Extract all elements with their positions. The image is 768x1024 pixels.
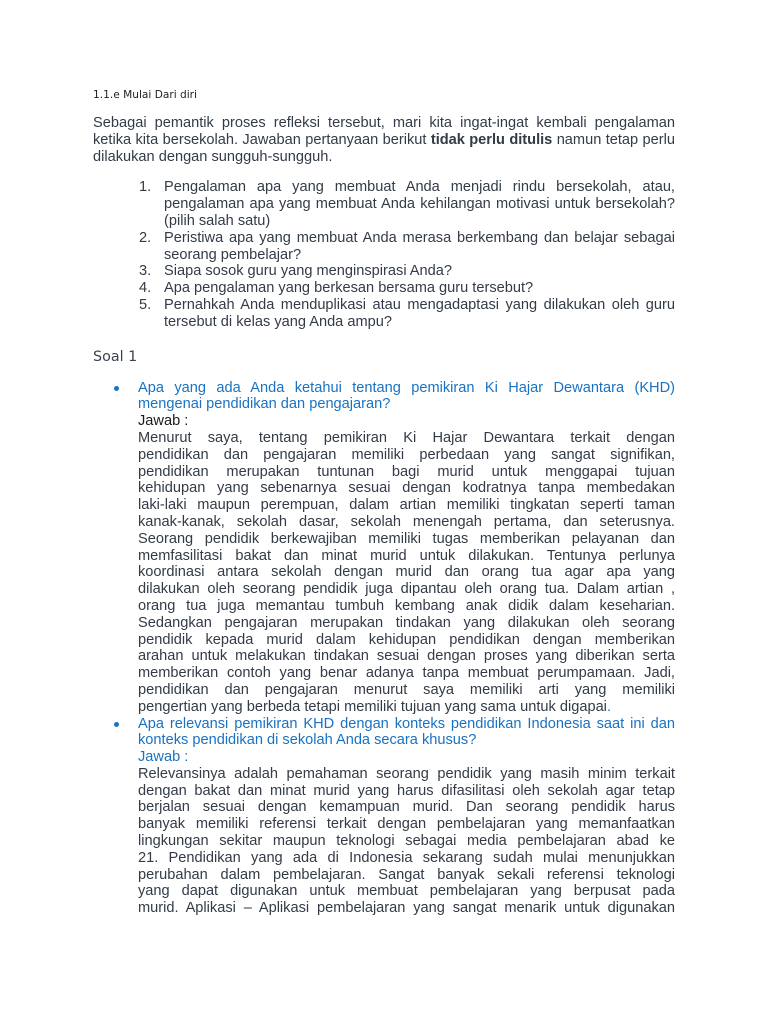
- list-item: [93, 297, 675, 331]
- intro-bold-text: tidak perlu ditulis: [430, 131, 553, 148]
- list-number: 3.: [139, 263, 152, 280]
- answer-text: [138, 766, 675, 917]
- bullet-icon: [114, 722, 119, 727]
- intro-text-start: Sebagai pemantik proses refleksi tersebut, mari kita ingat-ingat kembali pengalaman ketika kita bersekolah. Jawaban pertanyaan berikut: [93, 115, 675, 148]
- answer-line: yang dapat digunakan untuk membuat pembelajaran yang berpusat pada: [138, 883, 675, 900]
- list-number: 5.: [139, 296, 152, 313]
- list-item-text: Pengalaman apa yang membuat Anda menjadi rindu bersekolah, atau, pengalaman apa yang membuat Anda kehilangan motivasi untuk bersekolah? (pilih salah satu): [164, 179, 675, 229]
- answer-line: Seorang pendidik berkewajiban memiliki tugas memberikan pelayanan dan: [138, 530, 675, 547]
- question-text: Apa yang ada Anda ketahui tentang pemikiran Ki Hajar Dewantara (KHD) mengenai pendidikan dan pengajaran?: [138, 379, 675, 413]
- answer-line: 21. Pendidikan yang ada di Indonesia sekarang sudah mulai menunjukkan: [138, 849, 675, 866]
- list-item-text: Siapa sosok guru yang menginspirasi Anda?: [164, 263, 453, 280]
- answer-line: memberikan contoh yang benar adanya tanpa membuat perumpamaan. Jadi,: [138, 665, 675, 682]
- list-number: 1.: [139, 179, 152, 196]
- answer-line: Relevansinya adalah pemahaman seorang pendidik yang masih minim terkait: [138, 765, 675, 782]
- answer-line: pendidikan dan pengajaran memiliki perbedaan yang sangat signifikan,: [138, 446, 675, 463]
- answer-line: pendidik kepada murid dalam kehidupan pendidikan dengan memberikan: [138, 631, 675, 648]
- answer-line: orang tua juga memantau tumbuh kembang anak didik dalam keseharian.: [138, 597, 675, 614]
- list-item-text: Peristiwa apa yang membuat Anda merasa berkembang dan belajar sebagai seorang pembelajar?: [164, 229, 675, 263]
- list-item: [93, 179, 675, 229]
- list-item: [93, 263, 675, 280]
- answer-line: berjalan sesuai dengan kemampuan murid. Dan seorang pendidik harus: [138, 799, 675, 816]
- reflection-questions-list: [93, 179, 675, 330]
- qa-item: [93, 716, 675, 918]
- question-text: Apa relevansi pemikiran KHD dengan konteks pendidikan Indonesia saat ini dan konteks pendidikan di sekolah Anda secara khusus?: [138, 715, 675, 749]
- qa-item: [93, 380, 675, 716]
- answer-line: Menurut saya, tentang pemikiran Ki Hajar Dewantara terkait dengan: [138, 429, 675, 446]
- intro-text-end: namun tetap perlu dilakukan dengan sungguh-sungguh.: [93, 131, 675, 165]
- document-page: [93, 88, 675, 917]
- list-item: [93, 280, 675, 297]
- answer-text: [138, 430, 675, 716]
- list-item-text: Apa pengalaman yang berkesan bersama guru tersebut?: [164, 280, 534, 297]
- answer-line: murid. Aplikasi – Aplikasi pembelajaran yang sangat menarik untuk digunakan: [138, 900, 675, 917]
- answer-line: lingkungan sekitar maupun teknologi sebagai media pembelajaran abad ke: [138, 833, 675, 850]
- answer-line: dilakukan oleh seorang pendidik juga dipantau oleh orang tua. Dalam artian ,: [138, 581, 675, 598]
- answer-final-text: pengertian yang berbeda tetapi memiliki tujuan yang sama untuk digapai: [138, 698, 607, 715]
- answer-line: pendidikan dan pengajaran menurut saya memiliki arti yang memiliki: [138, 681, 675, 698]
- jawab-label: Jawab :: [138, 749, 189, 766]
- answer-line: laki-laki maupun perempuan, dalam artian memiliki tingkatan seperti taman: [138, 497, 675, 514]
- answer-line: kanak-kanak, sekolah dasar, sekolah menengah pertama, dan seterusnya.: [138, 513, 675, 530]
- list-number: 2.: [139, 229, 152, 246]
- list-item: [93, 230, 675, 264]
- intro-paragraph: [93, 115, 675, 165]
- list-item-text: Pernahkah Anda menduplikasi atau mengadaptasi yang dilakukan oleh guru tersebut di kelas yang Anda ampu?: [164, 296, 675, 330]
- jawab-label: Jawab :: [138, 413, 189, 430]
- qa-list: [93, 380, 675, 918]
- answer-line: perubahan dalam pembelajaran. Sangat banyak sekali referensi teknologi: [138, 866, 675, 883]
- answer-line: Sedangkan pengajaran merupakan tindakan yang dilakukan oleh seorang: [138, 614, 675, 631]
- section-title: 1.1.e Mulai Dari diri: [93, 89, 197, 101]
- answer-line: banyak memiliki referensi terkait dengan pembelajaran yang memanfaatkan: [138, 816, 675, 833]
- answer-line: dengan bakat dan minat murid yang harus difasilitasi oleh sekolah agar tetap: [138, 782, 675, 799]
- answer-line: pendidikan merupakan tuntunan bagi murid untuk menggapai tujuan: [138, 463, 675, 480]
- soal-heading: Soal 1: [93, 348, 138, 365]
- answer-final-dot: .: [606, 698, 611, 715]
- list-number: 4.: [139, 280, 152, 297]
- answer-line-final: [138, 699, 675, 716]
- answer-line: koordinasi antara sekolah dengan murid dan orang tua agar apa yang: [138, 564, 675, 581]
- answer-line: arahan untuk melakukan tindakan sesuai dengan proses yang diberikan serta: [138, 648, 675, 665]
- answer-line: memfasilitasi bakat dan minat murid untuk dilakukan. Tentunya perlunya: [138, 547, 675, 564]
- bullet-icon: [114, 386, 119, 391]
- answer-line: kehidupan yang sebenarnya sesuai dengan kodratnya tanpa membedakan: [138, 480, 675, 497]
